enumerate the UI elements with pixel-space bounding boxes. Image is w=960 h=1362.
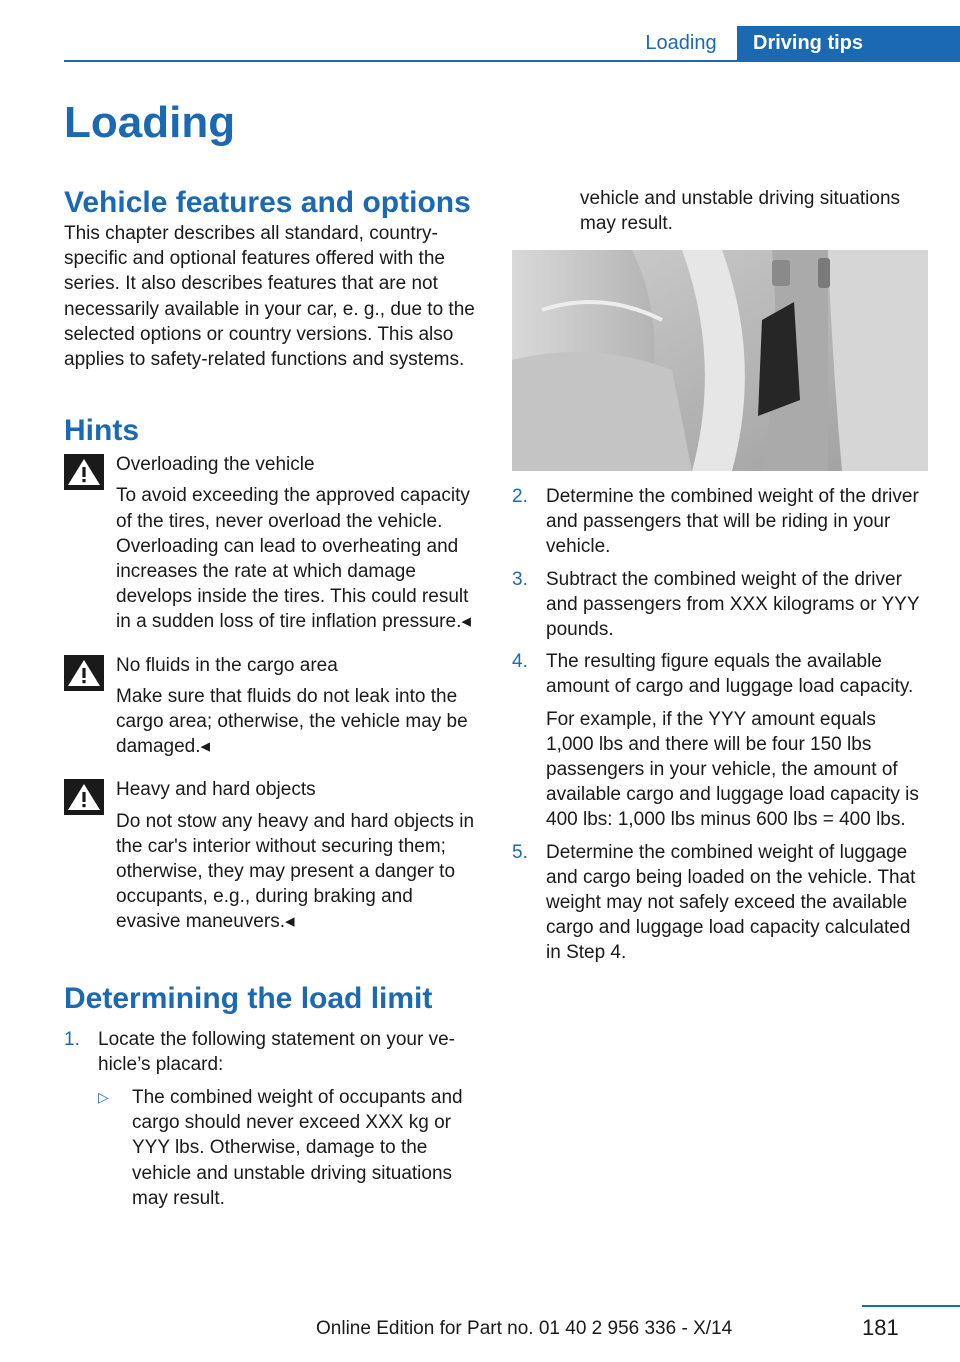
warning-body: Make sure that fluids do not leak into the cargo area; otherwise, the vehicle may be damaged.◂ (116, 685, 468, 758)
list-item (512, 649, 928, 832)
sub-list-text-continued: vehicle and unstable driving situations may result. (580, 188, 901, 235)
list-item (512, 484, 928, 560)
warning-icon (64, 454, 104, 490)
warning-body: To avoid exceeding the approved capacity of the tires, never overload the vehicle. Overloading can lead to overheating and increases the rate at which damage develops inside the tires. This could result in a sudden loss of tire inflation pressure.◂ (116, 485, 471, 633)
warning-body-first (64, 809, 476, 935)
warning-title: No fluids in the cargo area (116, 654, 338, 676)
list-item (64, 1027, 476, 1077)
seat-photo (512, 250, 928, 471)
list-item (512, 567, 928, 643)
warning-heavy-objects (64, 777, 476, 934)
list-number: 1. (64, 1028, 80, 1050)
heading-load-limit: Determining the load limit (64, 981, 433, 1015)
list-text: Locate the following statement on your vehicle’s placard: (98, 1028, 455, 1075)
sub-list-item (98, 1085, 476, 1209)
list-text: The resulting figure equals the available amount of cargo and luggage load capacity. (546, 651, 914, 698)
warning-title: Overloading the vehicle (116, 454, 315, 476)
list-extra-text: For example, if the YYY amount equals 1,000 lbs and there will be four 150 lbs passengers in your vehicle, the amount of available cargo and luggage load capacity is 400 lbs: 1,000 lbs minus 600 lbs = 400 lbs. (546, 708, 919, 831)
list-number: 2. (512, 486, 528, 507)
vehicle-features-body: This chapter describes all standard, country-specific and optional features offered with the series. It also describes features that are not necessarily available in your car, e. g., due to the selected options or country versions. This also applies to safety-related functions and systems. (64, 223, 475, 371)
list-number: 3. (512, 568, 528, 590)
list-number: 4. (512, 651, 528, 673)
heading-hints: Hints (64, 414, 139, 448)
list-text: Subtract the combined weight of the driver and passengers from XXX kilograms or YYY pounds. (546, 568, 920, 641)
left-column (64, 185, 476, 1209)
list-number: 5. (512, 841, 528, 863)
footer-edition: Online Edition for Part no. 01 40 2 956 336 - X/14 (316, 1318, 733, 1339)
list-text: Determine the combined weight of the driver and passengers that will be riding in your vehicle. (546, 486, 919, 558)
sub-list-text: The combined weight of occupants and cargo should never exceed XXX kg or YYY lbs. Otherwise, damage to the vehicle and unstable driving situations may result. (132, 1087, 463, 1209)
warning-fluids (64, 653, 476, 760)
warning-body-first (64, 483, 476, 634)
sub-list-continuation (512, 186, 928, 249)
warning-overloading (64, 452, 476, 634)
triangle-bullet-icon: ▷ (98, 1089, 109, 1106)
warning-body: Do not stow any heavy and hard objects in the car's interior without securing them; otherwise, they may present a danger to occupants, e.g., during braking and evasive maneuvers.◂ (116, 810, 475, 933)
warning-icon (64, 655, 104, 691)
heading-vehicle-features: Vehicle features and options (64, 186, 471, 219)
list-text: Determine the combined weight of luggage and cargo being loaded on the vehicle. That weight may not safely exceed the available cargo and luggage load capacity calculated in Step 4. (546, 841, 916, 964)
right-column (512, 186, 928, 966)
list-item (512, 840, 928, 966)
header-tab-driving-tips[interactable]: Driving tips (737, 26, 960, 61)
header-tab-loading[interactable]: Loading (645, 32, 717, 54)
footer-rule (862, 1305, 960, 1307)
chapter-title: Loading (64, 98, 236, 147)
steps-list (512, 484, 928, 966)
warning-title: Heavy and hard objects (116, 779, 316, 801)
warning-body-first (64, 684, 476, 760)
warning-icon (64, 779, 104, 815)
page-number: 181 (862, 1315, 899, 1340)
